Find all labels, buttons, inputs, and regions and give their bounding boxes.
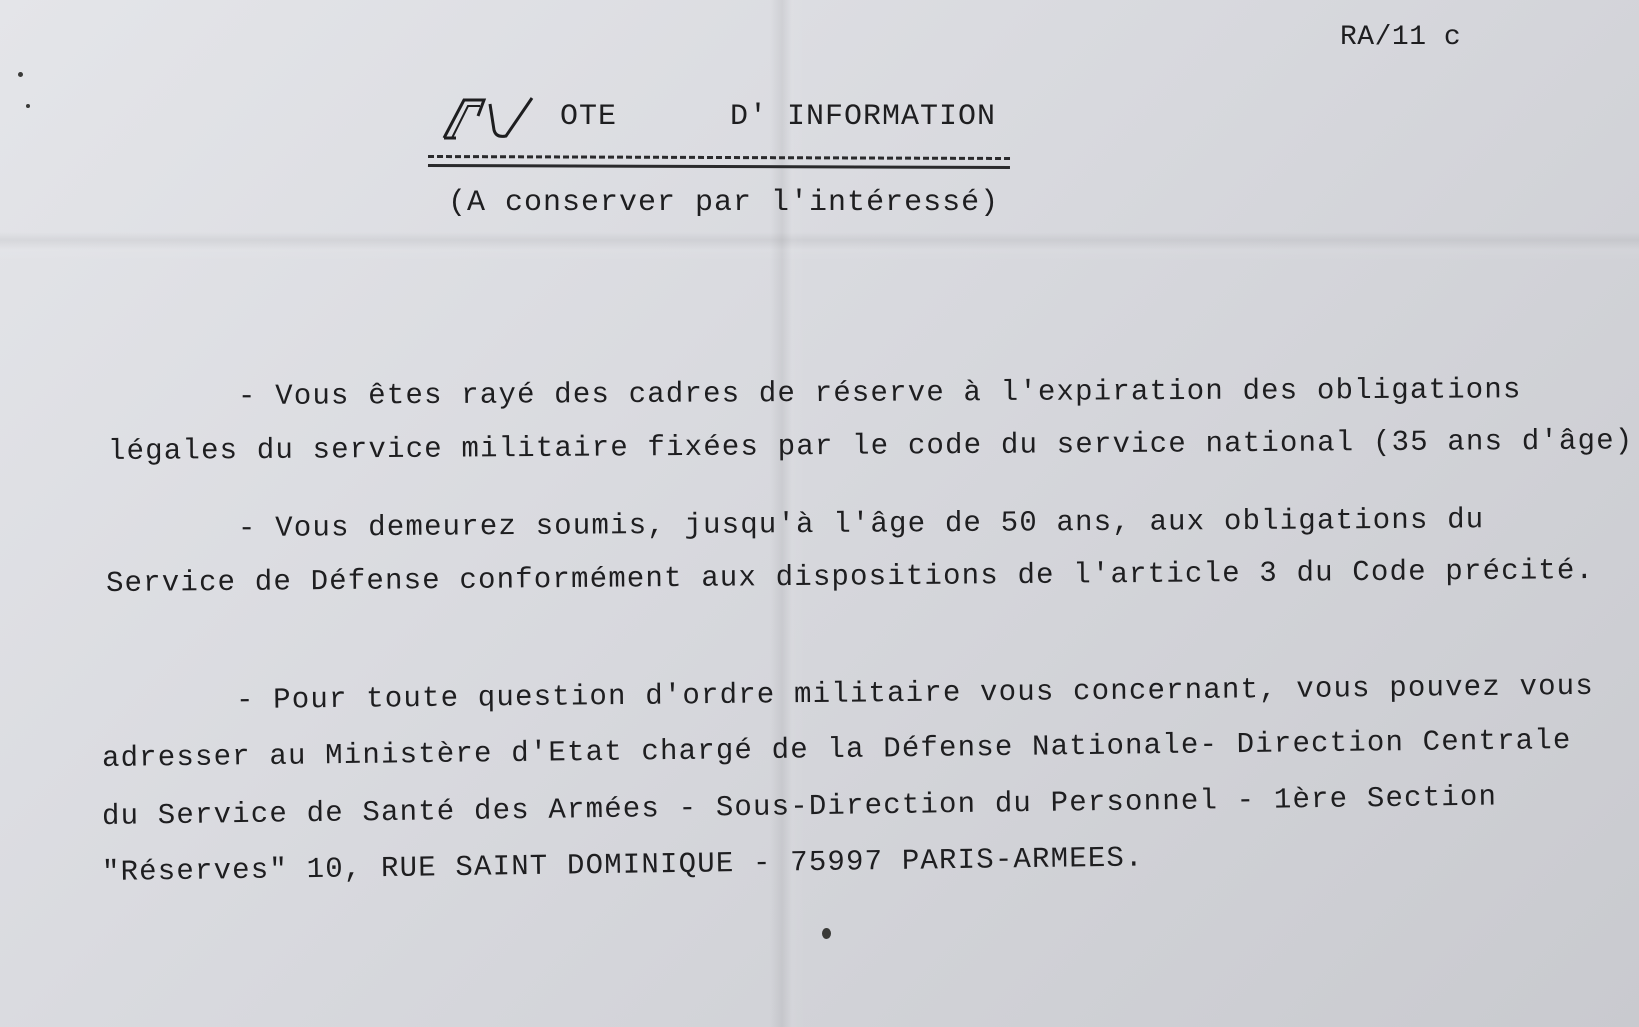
subtitle: (A conserver par l'intéressé) [448,186,1000,220]
body-line-6: adresser au Ministère d'Etat chargé de la Défense Nationale- Direction Centrale [101,724,1572,775]
body-line-7: du Service de Santé des Armées - Sous-Direction du Personnel - 1ère Section [101,780,1498,833]
body-line-4: Service de Défense conformément aux dispositions de l'article 3 du Code précité. [105,554,1595,600]
letter-n-stencil-icon [440,96,542,142]
title-part-1: OTE [560,100,618,134]
title-underline [428,155,1010,169]
body-line-5: - Pour toute question d'ordre militaire vous concernant, vous pouvez vous [235,669,1595,717]
body-line-2: légales du service militaire fixées par le code du service national (35 ans d'âge) [107,424,1634,468]
ink-speck [822,928,831,939]
title-part-2: D' INFORMATION [730,100,997,134]
body-line-1: - Vous êtes rayé des cadres de réserve à l'expiration des obligations [237,373,1522,413]
ink-speck [18,72,23,77]
body-line-8: "Réserves" 10, RUE SAINT DOMINIQUE - 75997 PARIS-ARMEES. [101,841,1144,889]
ink-speck [26,104,30,108]
reference-code: RA/11 c [1340,22,1462,53]
body-line-3: - Vous demeurez soumis, jusqu'à l'âge de 50 ans, aux obligations du [237,503,1485,545]
